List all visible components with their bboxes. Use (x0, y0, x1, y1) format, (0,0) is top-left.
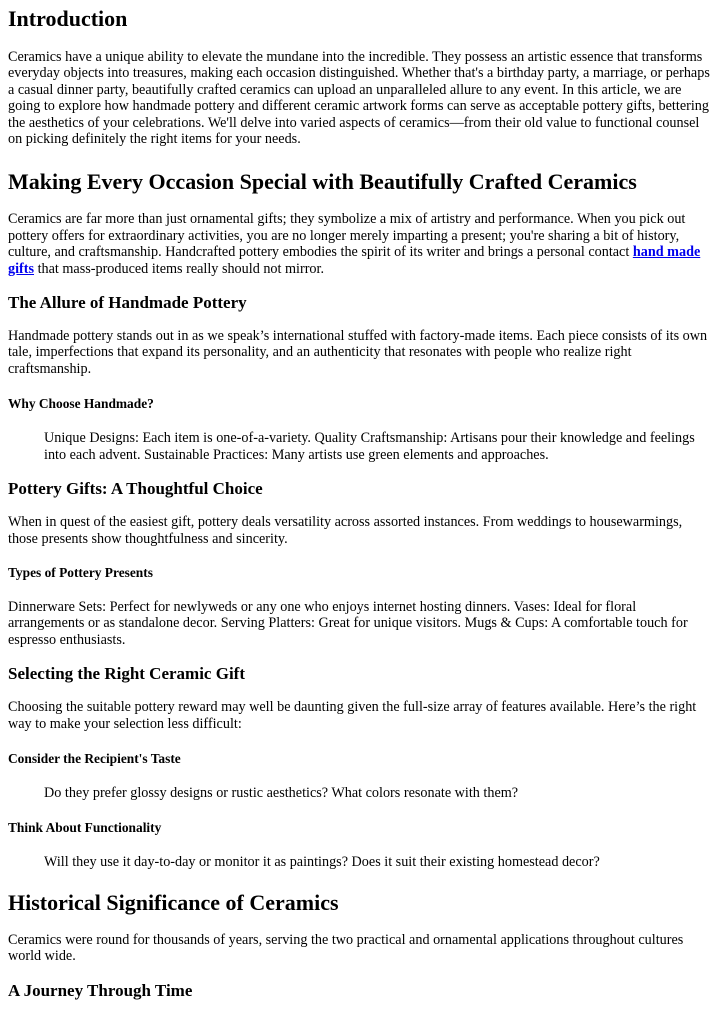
intro-heading: Introduction (8, 6, 128, 31)
why-heading: Why Choose Handmade? (8, 396, 154, 412)
function-quote: Will they use it day-to-day or monitor it as paintings? Does it suit their existing homestead decor? (44, 854, 600, 871)
allure-paragraph: Handmade pottery stands out in as we speak’s international stuffed with factory-made items. Each piece consists of its own tale, imperfections that expand its personality, and an authenticity that resonates with people who realize right craftsmanship. (8, 328, 708, 377)
allure-heading: The Allure of Handmade Pottery (8, 293, 247, 313)
taste-quote: Do they prefer glossy designs or rustic aesthetics? What colors resonate with them? (44, 784, 519, 801)
hand-made-gifts-link[interactable]: hand made gifts (8, 244, 701, 277)
article (0, 6, 720, 1001)
history-paragraph: Ceramics were round for thousands of years, serving the two practical and ornamental applications throughout cultures world wide. (8, 931, 684, 965)
occasion-paragraph (8, 211, 712, 277)
occasion-text-before-link: Ceramics are far more than just ornamental gifts; they symbolize a mix of artistry and performance. When you pick out pottery offers for extraordinary activities, you are no longer merely imparting a present; you're sharing a bit of history, culture, and craftsmanship. Handcrafted pottery embodies the spirit of its writer and brings a personal contact (8, 211, 686, 261)
gifts-heading: Pottery Gifts: A Thoughtful Choice (8, 479, 263, 499)
function-heading: Think About Functionality (8, 820, 162, 836)
why-quote: Unique Designs: Each item is one-of-a-variety. Quality Craftsmanship: Artisans pour their knowledge and feelings into each advent. Sustainable Practices: Many artists use green elements and approaches. (44, 430, 695, 463)
journey-heading: A Journey Through Time (8, 980, 193, 1000)
occasion-heading: Making Every Occasion Special with Beautifully Crafted Ceramics (8, 169, 637, 195)
selecting-paragraph: Choosing the suitable pottery reward may well be daunting given the full-size array of features available. Here’s the right way to make your selection less difficult: (8, 699, 697, 732)
types-heading: Types of Pottery Presents (8, 564, 153, 580)
history-heading: Historical Significance of Ceramics (8, 889, 339, 915)
occasion-text-after-link: that mass-produced items really should not mirror. (34, 260, 325, 277)
types-paragraph: Dinnerware Sets: Perfect for newlyweds or any one who enjoys internet hosting dinners. Vases: Ideal for floral arrangements or as standalone decor. Serving Platters: Great for unique visitors. Mugs & Cups: A comfortable touch for espresso enthusiasts. (8, 598, 688, 648)
taste-heading: Consider the Recipient's Taste (8, 750, 181, 766)
selecting-heading: Selecting the Right Ceramic Gift (8, 664, 245, 684)
gifts-paragraph: When in quest of the easiest gift, pottery deals versatility across assorted instances. From weddings to housewarmings, those presents show thoughtfulness and sincerity. (8, 514, 683, 547)
intro-paragraph: Ceramics have a unique ability to elevate the mundane into the incredible. They possess an artistic essence that transforms everyday objects into treasures, making each occasion distinguished. Whether that's a birthday party, a marriage, or perhaps a casual dinner party, beautifully crafted ceramics can upload an unparalleled allure to any event. In this article, we are going to explore how handmade pottery and different ceramic artwork forms can serve as acceptable pottery gifts, bettering the aesthetics of your celebrations. We'll delve into varied aspects of ceramics—from their old value to functional counsel on picking definitely the right items for your needs. (8, 49, 710, 148)
